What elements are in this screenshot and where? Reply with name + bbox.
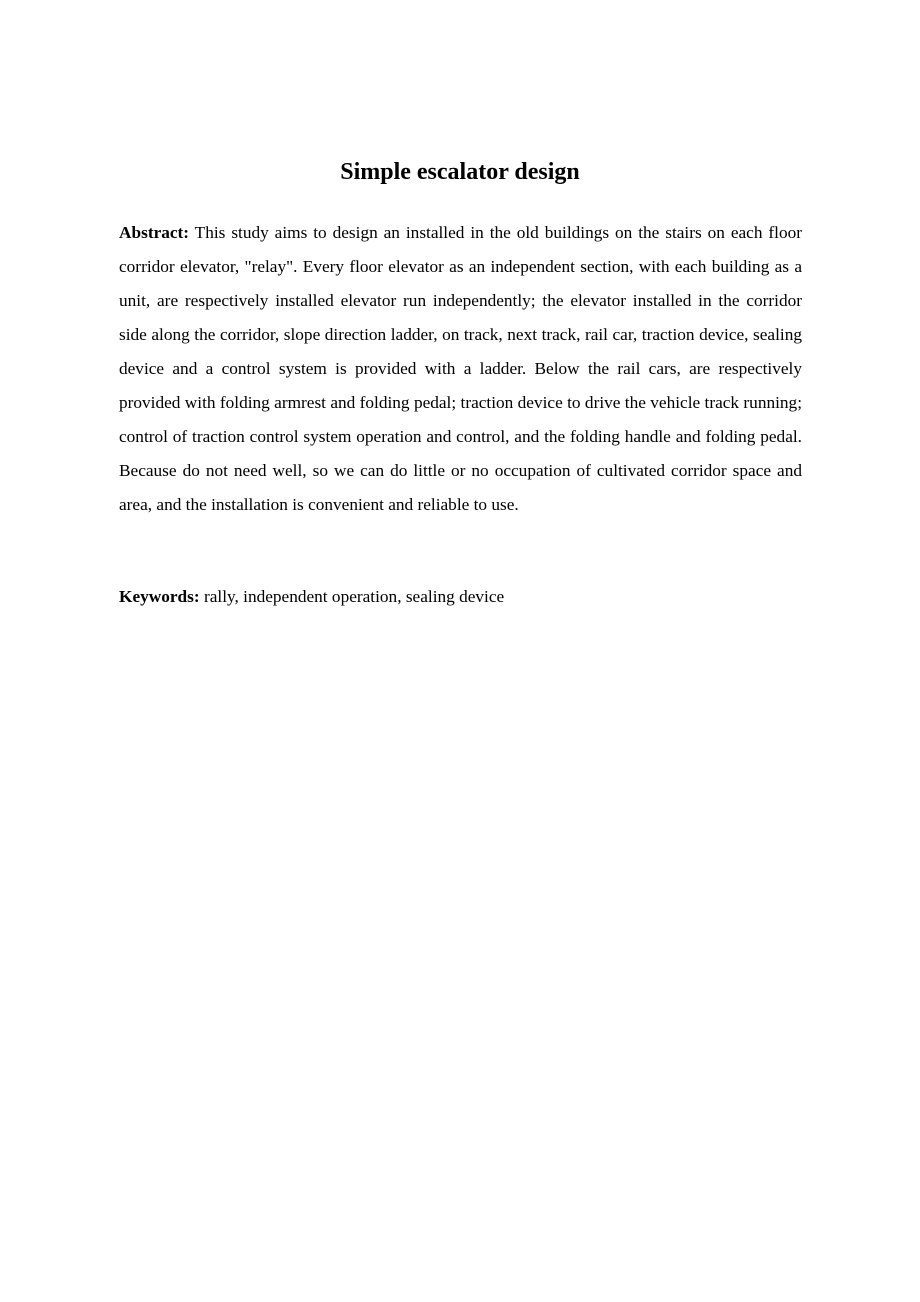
keywords-paragraph — [119, 580, 802, 614]
abstract-paragraph — [119, 216, 802, 522]
keywords-text: rally, independent operation, sealing device — [203, 587, 505, 606]
abstract-text: This study aims to design an installed in the old buildings on the stairs on each floor corridor elevator, "relay". Every floor elevator as an independent section, with each building as a unit, are respectively installed elevator run independently; the elevator installed in the corridor side along the corridor, slope direction ladder, on track, next track, rail car, traction device, sealing device and a control system is provided with a ladder. Below the rail cars, are respectively provided with folding armrest and folding pedal; traction device to drive the vehicle track running; control of traction control system operation and control, and the folding handle and folding pedal. Because do not need well, so we can do little or no occupation of cultivated corridor space and area, and the installation is convenient and reliable to use. — [119, 223, 802, 514]
paper-title: Simple escalator design — [340, 159, 580, 185]
keywords-label: Keywords: — [119, 587, 200, 606]
abstract-label: Abstract: — [119, 223, 190, 242]
